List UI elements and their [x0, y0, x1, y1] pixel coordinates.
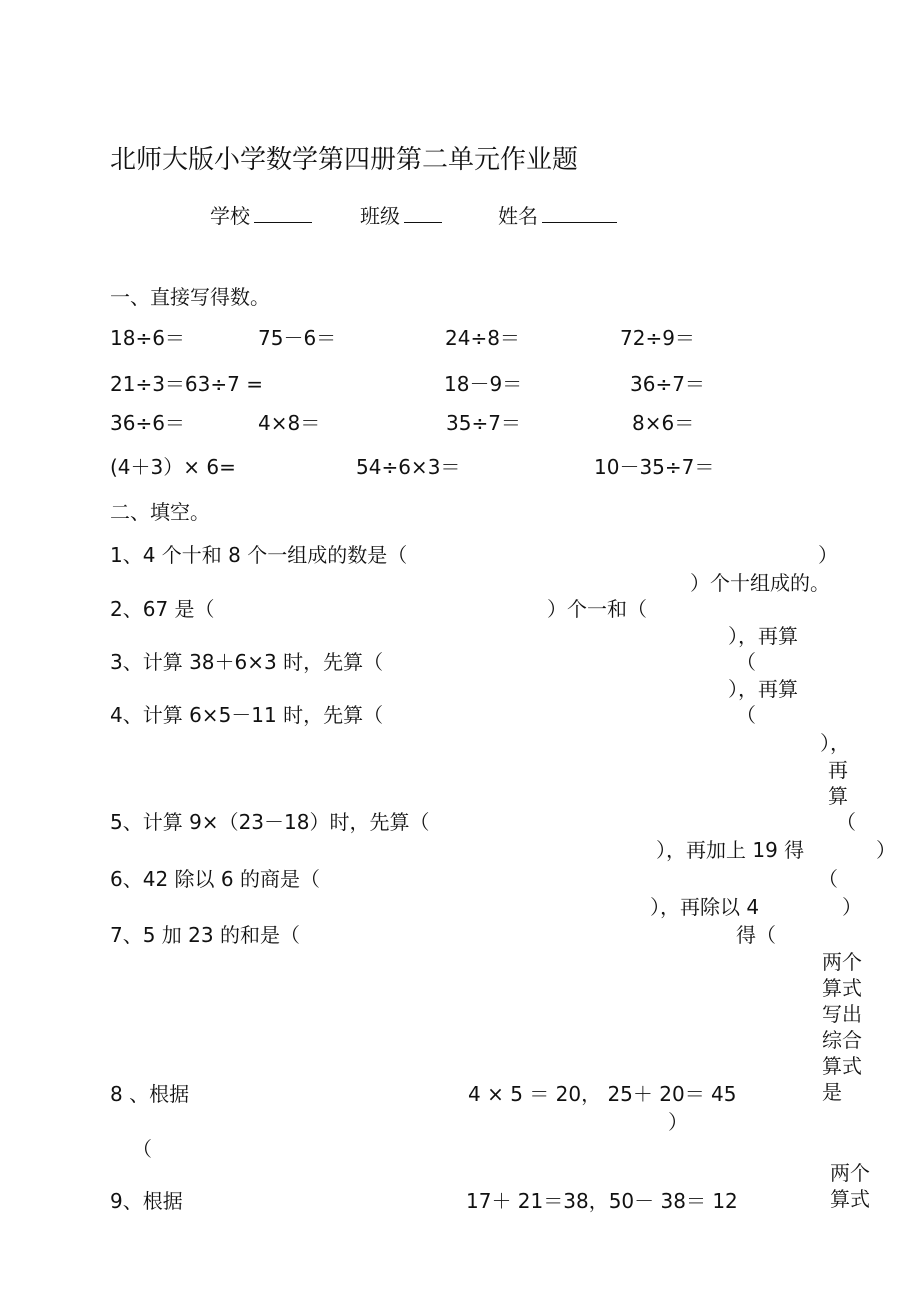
question-5: 5、计算 9×（23－18）时，先算（ — [110, 810, 430, 834]
school-label: 学校 — [210, 204, 250, 228]
question-3-open: （ — [736, 650, 756, 674]
question-4-open: （ — [736, 703, 756, 727]
question-4-column: 再算 — [828, 758, 848, 808]
question-2-tail: ），再算 — [728, 624, 798, 648]
question-5-tail: ），再加上 19 得 — [656, 838, 805, 862]
calc-item: 18－9＝ — [444, 372, 523, 396]
calc-item: 54÷6×3＝ — [356, 455, 461, 479]
question-6: 6、42 除以 6 的商是（ — [110, 867, 320, 891]
calc-item: 8×6＝ — [632, 411, 695, 435]
name-blank[interactable] — [542, 204, 617, 223]
calc-item: 36÷7＝ — [630, 372, 705, 396]
calc-item: 21÷3＝63÷7 = — [110, 372, 263, 396]
calc-item: 35÷7＝ — [446, 411, 521, 435]
question-8-close: ） — [668, 1110, 688, 1134]
calc-item: 18÷6＝ — [110, 326, 185, 350]
header-name — [498, 203, 617, 229]
page-title: 北师大版小学数学第四册第二单元作业题 — [110, 145, 579, 175]
question-7: 7、5 加 23 的和是（ — [110, 923, 300, 947]
header-class — [360, 203, 442, 229]
question-5-open: （ — [836, 810, 856, 834]
question-2-mid: ）个一和（ — [547, 597, 647, 621]
school-blank[interactable] — [254, 204, 312, 223]
section1-heading: 一、直接写得数。 — [110, 285, 270, 309]
question-9-expression: 17＋ 21＝38，50－ 38＝ 12 — [466, 1189, 738, 1213]
question-6-open: （ — [818, 867, 838, 891]
calc-item: 72÷9＝ — [620, 326, 695, 350]
class-label: 班级 — [360, 204, 400, 228]
header-school — [210, 203, 312, 229]
question-8-label: 8 、根据 — [110, 1082, 190, 1106]
question-4: 4、计算 6×5－11 时，先算（ — [110, 703, 384, 727]
question-9-label: 9、根据 — [110, 1189, 183, 1213]
question-1-close: ） — [818, 543, 838, 567]
calc-item: 36÷6＝ — [110, 411, 185, 435]
question-1: 1、4 个十和 8 个一组成的数是（ — [110, 543, 408, 567]
question-1-tail: ）个十组成的。 — [690, 571, 830, 595]
question-7-tail: 得（ — [736, 923, 776, 947]
question-8-expression: 4 × 5 ＝ 20， 25＋ 20＝ 45 — [468, 1082, 737, 1106]
calc-item: 10－35÷7＝ — [594, 455, 715, 479]
question-3: 3、计算 38＋6×3 时，先算（ — [110, 650, 384, 674]
question-8-column: 两个算式写出综合算式是 — [822, 950, 862, 1104]
question-6-tail: ），再除以 4 — [650, 895, 760, 919]
question-6-close: ） — [842, 895, 862, 919]
question-4-tail: ）， — [820, 731, 850, 755]
section2-heading: 二、填空。 — [110, 500, 210, 524]
question-5-edge: ） — [876, 838, 896, 862]
calc-item: 75－6＝ — [258, 326, 337, 350]
calc-item: (4＋3）× 6= — [110, 455, 236, 479]
question-2: 2、67 是（ — [110, 597, 215, 621]
question-8-open: （ — [132, 1137, 152, 1161]
name-label: 姓名 — [498, 204, 538, 228]
calc-item: 24÷8＝ — [445, 326, 520, 350]
class-blank[interactable] — [404, 204, 442, 223]
calc-item: 4×8＝ — [258, 411, 321, 435]
question-3-tail: ），再算 — [728, 677, 798, 701]
question-9-column: 两个算式 — [830, 1161, 870, 1211]
